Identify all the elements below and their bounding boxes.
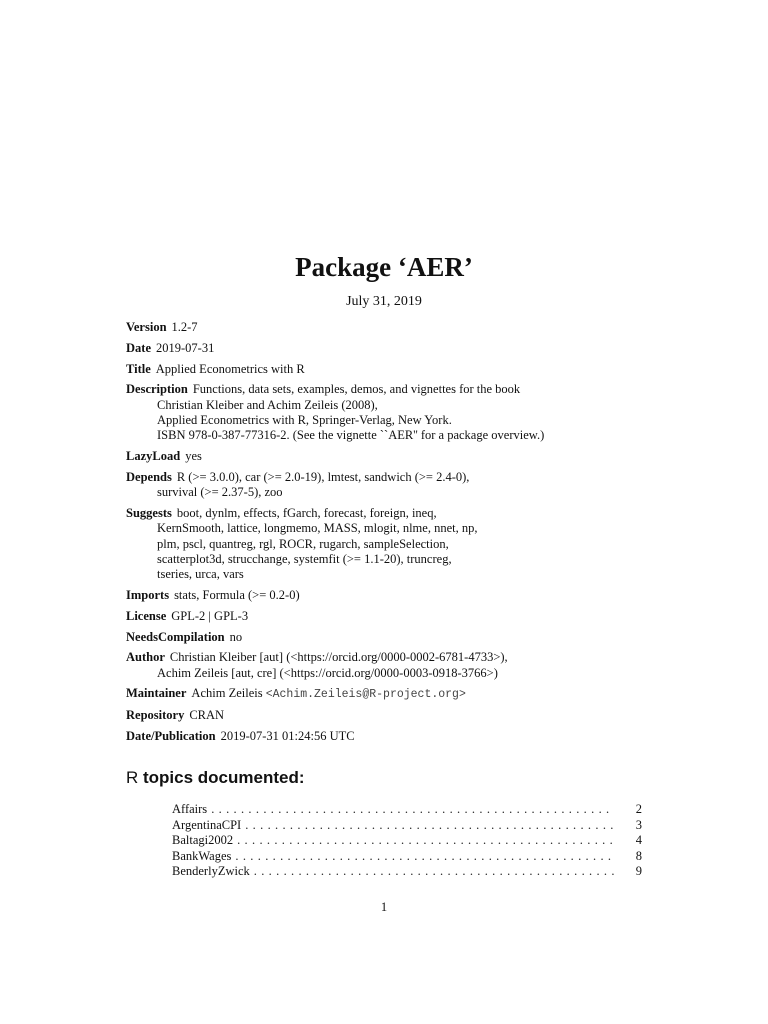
field-date [126,341,666,356]
field-author [126,650,666,681]
field-value-line: survival (>= 2.37-5), zoo [157,485,283,500]
field-value-line: boot, dynlm, effects, fGarch, forecast, foreign, ineq, [176,505,437,520]
field-label: Author [126,650,165,665]
toc-heading-text: topics documented: [138,768,305,787]
toc-leader-dots [211,802,614,817]
field-value-line: tseries, urca, vars [157,567,244,582]
toc-entry-page[interactable]: 9 [635,864,642,878]
field-label: Imports [126,587,170,602]
document-date: July 31, 2019 [346,294,422,309]
field-value-line: Functions, data sets, examples, demos, and vignettes for the book [192,382,521,397]
field-value-line: scatterplot3d, strucchange, systemfit (>= 1.1-20), truncreg, [157,551,452,566]
toc-entry-name[interactable]: Baltagi2002 [172,833,234,847]
field-depends [126,470,666,501]
field-label: License [126,608,167,623]
field-lazyload [126,449,666,464]
toc-entry[interactable] [172,818,642,834]
field-value: 2019-07-31 01:24:56 UTC [220,729,355,744]
field-title [126,362,666,377]
field-license [126,609,666,624]
field-label: Depends [126,469,172,484]
field-value-line: R (>= 3.0.0), car (>= 2.0-19), lmtest, sandwich (>= 2.4-0), [176,469,470,484]
maintainer-name: Achim Zeileis [191,686,263,701]
toc-entry-name[interactable]: ArgentinaCPI [172,817,242,832]
field-value-line: Achim Zeileis [aut, cre] (<https://orcid.org/0000-0003-0918-3766>) [157,665,498,680]
field-label: Maintainer [126,686,187,701]
field-value: 2019-07-31 [156,340,215,355]
field-value: no [229,629,243,644]
toc-leader-dots [237,833,614,848]
field-value-line: Applied Econometrics with R, Springer-Verlag, New York. [157,412,452,427]
field-label: Repository [126,708,185,723]
page-number: 1 [380,900,388,914]
field-value-line: Christian Kleiber [aut] (<https://orcid.org/0000-0002-6781-4733>), [169,650,508,665]
field-label: LazyLoad [126,449,181,464]
field-value: yes [185,449,202,464]
field-version [126,320,666,335]
field-value: stats, Formula (>= 0.2-0) [174,587,300,602]
field-maintainer [126,686,666,702]
field-suggests [126,506,666,582]
field-label: Description [126,382,188,397]
toc-entry[interactable] [172,864,642,880]
table-of-contents [172,802,642,880]
toc-leader-dots [254,864,614,879]
toc-entry-page[interactable]: 4 [635,833,642,847]
field-publication [126,729,666,744]
field-repository [126,708,666,723]
field-description [126,382,666,443]
field-value: CRAN [189,708,225,723]
maintainer-email-link[interactable]: <Achim.Zeileis@R-project.org> [265,688,466,702]
toc-leader-dots [235,849,614,864]
toc-entry-name[interactable]: BenderlyZwick [172,864,250,878]
toc-entry-page[interactable]: 8 [635,848,642,863]
toc-entry-page[interactable]: 2 [635,802,642,816]
field-imports [126,588,666,603]
toc-heading [126,768,305,788]
field-needscompilation [126,630,666,645]
toc-entry[interactable] [172,849,642,865]
toc-entry[interactable] [172,802,642,818]
field-value: 1.2-7 [171,320,198,334]
field-label: Version [126,320,167,334]
field-value-line: ISBN 978-0-387-77316-2. (See the vignette ``AER'' for a package overview.) [157,428,545,443]
field-value-line: KernSmooth, lattice, longmemo, MASS, mlogit, nlme, nnet, np, [157,521,478,536]
field-label: NeedsCompilation [126,629,225,644]
field-value-line: Christian Kleiber and Achim Zeileis (2008), [157,397,378,412]
toc-entry-name[interactable]: Affairs [172,802,208,816]
field-label: Date [126,340,151,355]
field-value: Applied Econometrics with R [155,361,305,376]
field-value: GPL-2 | GPL-3 [171,608,249,623]
field-label: Title [126,361,151,376]
package-fields [126,320,666,750]
toc-entry-name[interactable]: BankWages [172,848,232,863]
toc-leader-dots [245,818,614,833]
toc-heading-r: R [126,768,139,787]
field-value-line: plm, pscl, quantreg, rgl, ROCR, rugarch, sampleSelection, [157,536,449,551]
toc-entry-page[interactable]: 3 [635,817,642,832]
page-title: Package ‘AER’ [295,252,473,282]
field-label: Suggests [126,505,172,520]
toc-entry[interactable] [172,833,642,849]
field-label: Date/Publication [126,729,216,744]
